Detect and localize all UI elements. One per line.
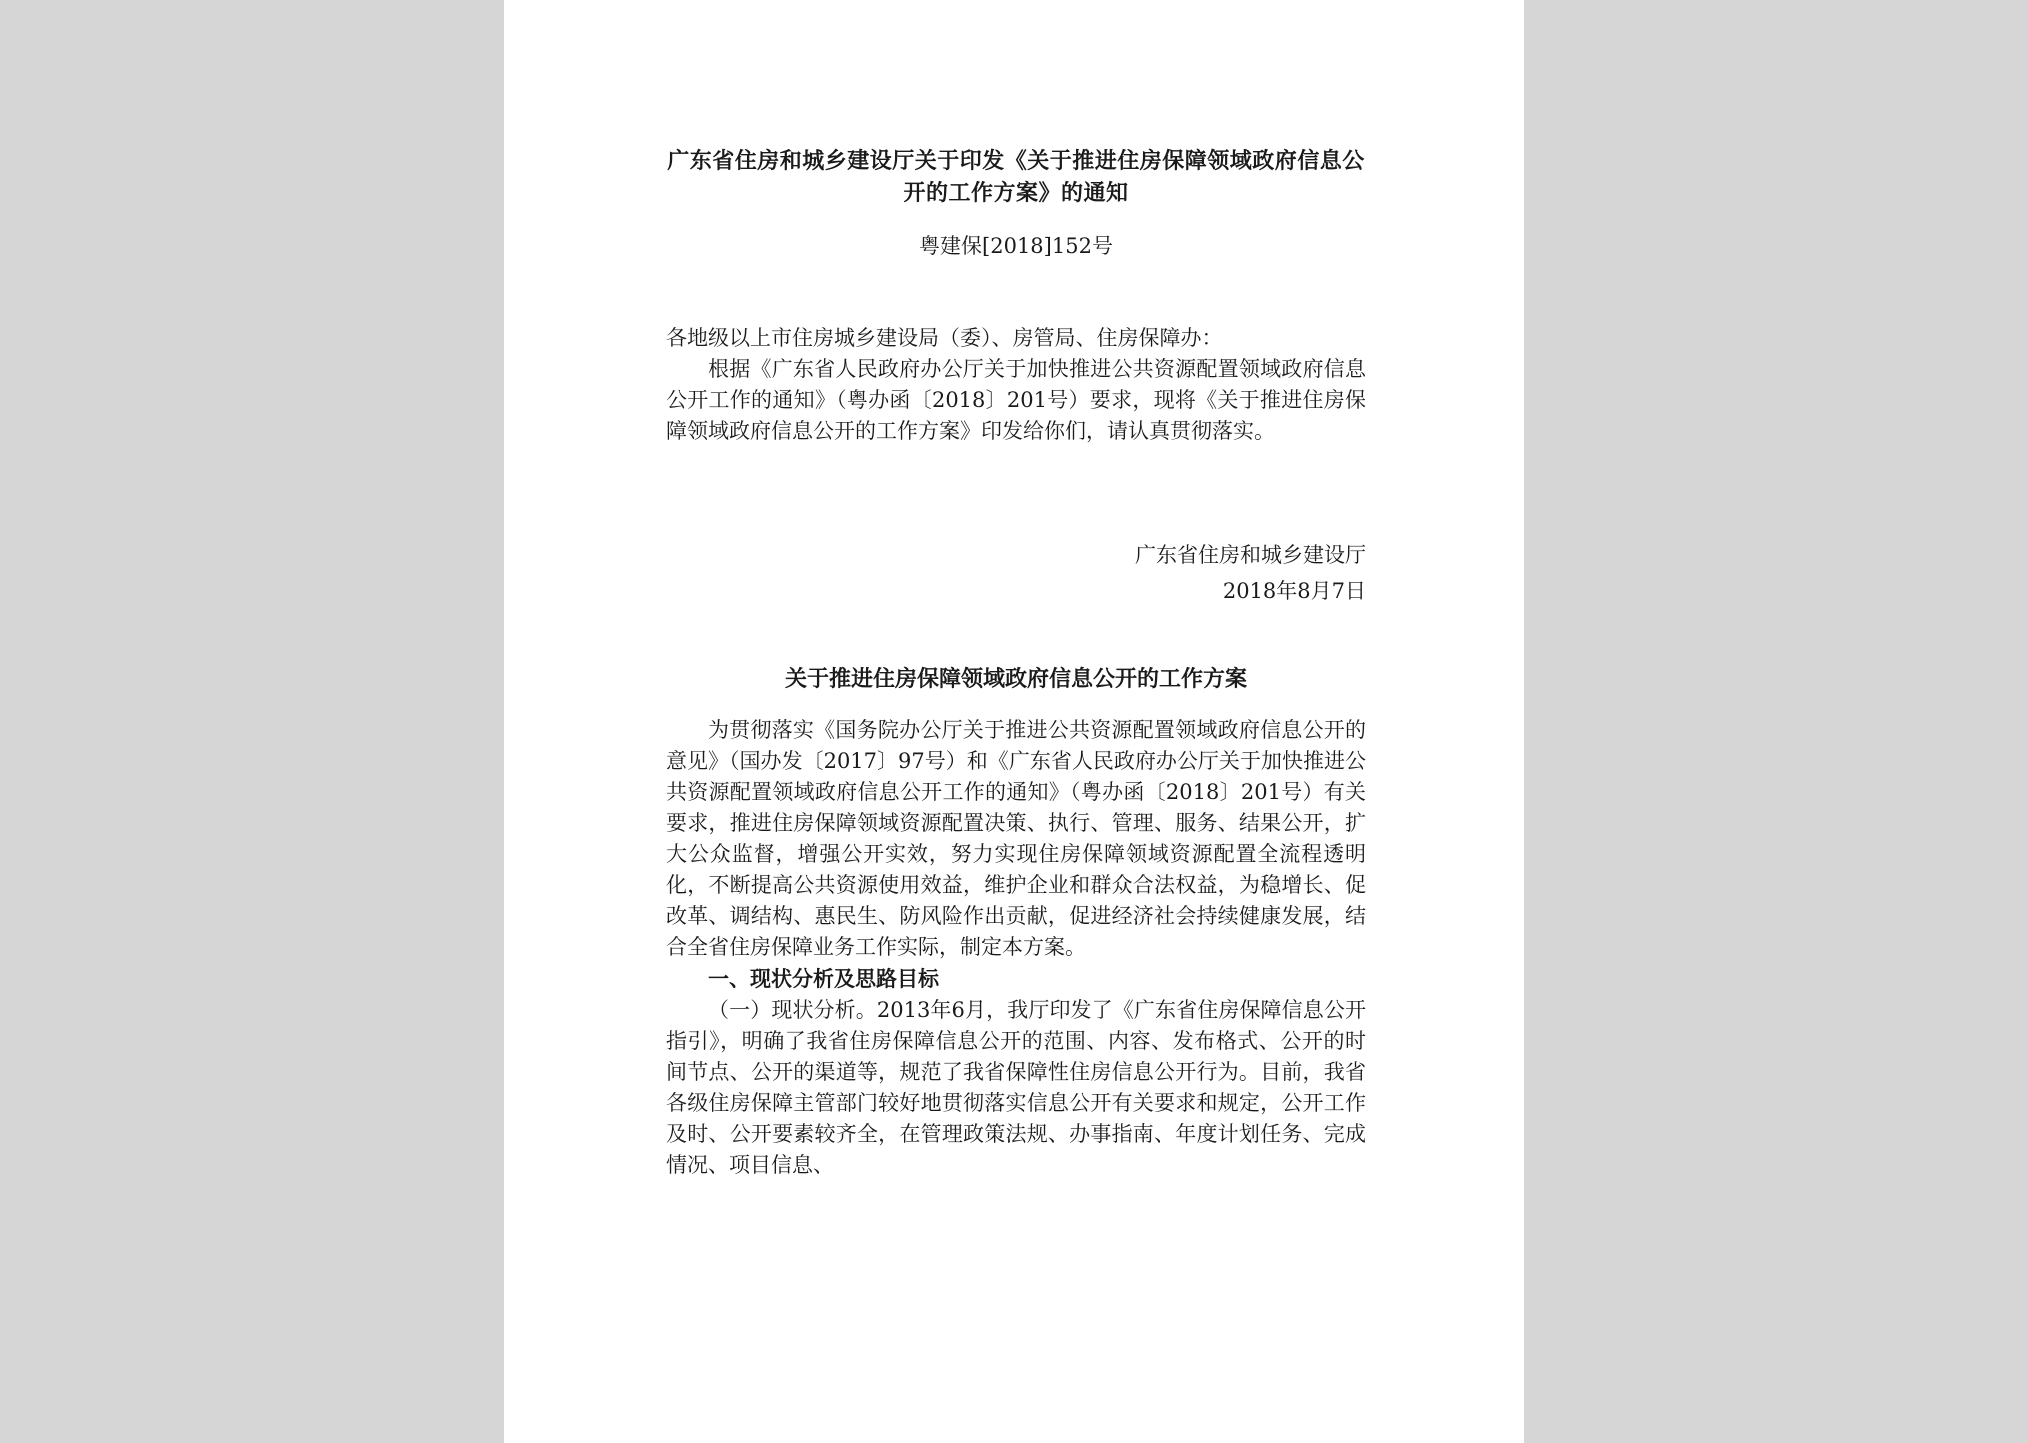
intro-paragraph: 根据《广东省人民政府办公厅关于加快推进公共资源配置领域政府信息公开工作的通知》（粤办函〔2018〕201号）要求，现将《关于推进住房保障领域政府信息公开的工作方案》印发给你们，请认真贯彻落实。	[666, 357, 1366, 443]
signature-block	[666, 537, 1366, 609]
document-content	[666, 145, 1366, 1181]
section-paragraph: （一）现状分析。2013年6月，我厅印发了《广东省住房保障信息公开指引》，明确了我省住房保障信息公开的范围、内容、发布格式、公开的时间节点、公开的渠道等，规范了我省保障性住房信息公开行为。目前，我省各级住房保障主管部门较好地贯彻落实信息公开有关要求和规定，公开工作及时、公开要素较齐全，在管理政策法规、办事指南、年度计划任务、完成情况、项目信息、	[666, 998, 1366, 1177]
plan-intro-paragraph: 为贯彻落实《国务院办公厅关于推进公共资源配置领域政府信息公开的意见》（国办发〔2017〕97号）和《广东省人民政府办公厅关于加快推进公共资源配置领域政府信息公开工作的通知》（粤办函〔2018〕201号）有关要求，推进住房保障领域资源配置决策、执行、管理、服务、结果公开，扩大公众监督，增强公开实效，努力实现住房保障领域资源配置全流程透明化，不断提高公共资源使用效益，维护企业和群众合法权益，为稳增长、促改革、调结构、惠民生、防风险作出贡献，促进经济社会持续健康发展，结合全省住房保障业务工作实际，制定本方案。	[666, 718, 1366, 959]
document-number: 粤建保[2018]152号	[919, 234, 1113, 258]
plan-title: 关于推进住房保障领域政府信息公开的工作方案	[784, 666, 1247, 692]
issuer: 广东省住房和城乡建设厅	[1135, 543, 1366, 567]
section-heading: 一、现状分析及思路目标	[708, 966, 939, 991]
addressee: 各地级以上市住房城乡建设局（委）、房管局、住房保障办：	[666, 326, 1223, 350]
issue-date: 2018年8月7日	[1222, 579, 1366, 603]
document-title: 广东省住房和城乡建设厅关于印发《关于推进住房保障领域政府信息公开的工作方案》的通知	[667, 148, 1365, 206]
document-page	[504, 0, 1524, 1443]
